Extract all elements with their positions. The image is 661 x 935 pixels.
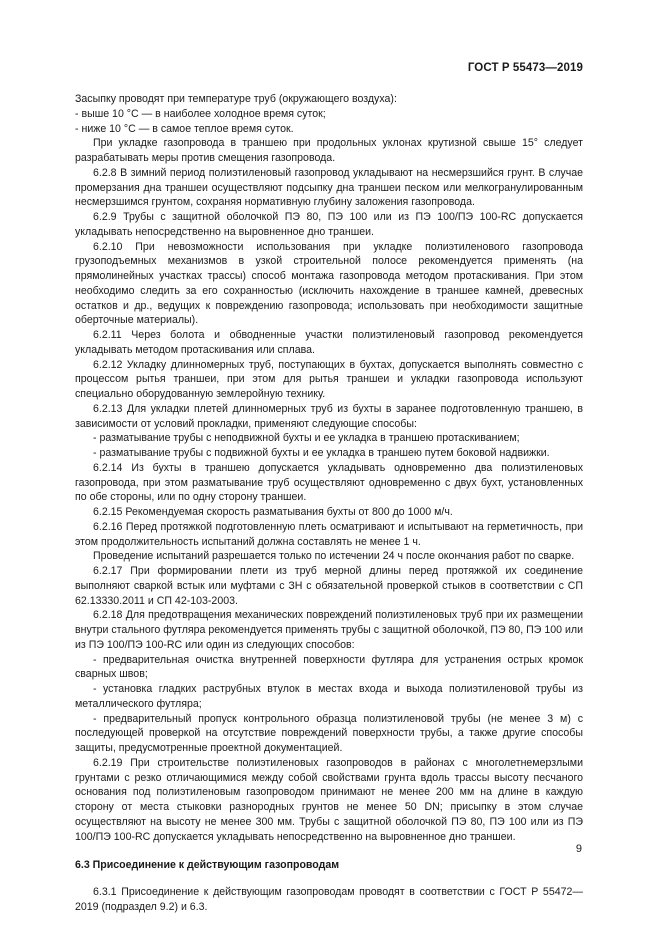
paragraph: 6.2.12 Укладку длинномерных труб, поступающих в бухтах, допускается выполнять совместно с процессом рытья траншеи, при этом для рытья траншеи и укладки газопровода используют специально оборудованную землеройную технику. <box>75 358 583 400</box>
paragraph: Засыпку проводят при температуре труб (окружающего воздуха): <box>75 93 397 105</box>
paragraph-list <box>75 92 583 844</box>
paragraph: 6.2.16 Перед протяжкой подготовленную плеть осматривают и испытывают на герметичность, при этом продолжительность испытаний должна составлять не менее 1 ч. <box>75 520 583 548</box>
paragraph: При укладке газопровода в траншею при продольных уклонах крутизной свыше 15° следует разрабатывать меры против смещения газопровода. <box>75 137 583 164</box>
paragraph: - разматывание трубы с подвижной бухты и ее укладка в траншею путем боковой надвижки. <box>93 447 550 459</box>
document-header: ГОСТ Р 55473—2019 <box>467 62 583 74</box>
paragraph: 6.2.10 При невозможности использования при укладке полиэтиленового газопровода грузоподъемных механизмов в узкой строительной полосе рекомендуется применять (на прямолинейных участках трассы) способ монтажа газопровода методом протаскивания. При этом необходимо следить за его сохранностью (исключить нахождение в траншее камней, древесных остатков и др., ведущих к повреждению газопровода; использовать при необходимости защитные оберточные материалы). <box>75 240 583 327</box>
document-body <box>75 92 583 915</box>
paragraph: - установка гладких раструбных втулок в местах входа и выхода полиэтиленовой трубы из металлического футляра; <box>75 683 583 710</box>
paragraph: - ниже 10 °С — в самое теплое время суток. <box>75 122 294 135</box>
paragraph: 6.2.17 При формировании плети из труб мерной длины перед протяжкой их соединение выполняют сваркой встык или муфтами с ЗН с обязательной проверкой стыков в соответствии с СП 62.13330.2011 и СП 42-103-2003. <box>75 565 583 607</box>
paragraph: 6.2.19 При строительстве полиэтиленовых газопроводов в районах с многолетнемерзлыми грунтами с резко отличающимися между собой свойствами грунта вдоль трассы высоту песчаного основания под полиэтиленовым газопроводом принимают не менее 200 мм на длине в каждую сторону от места стыковки разнородных грунтов не менее 50 DN; присыпку в этом случае осуществляют на высоту не менее 300 мм. Трубы с защитной оболочкой ПЭ 80, ПЭ 100 или из ПЭ 100/ПЭ 100-RC допускается укладывать непосредственно на выровненное дно траншеи. <box>75 756 583 843</box>
section-paragraph-list <box>75 885 583 915</box>
paragraph: 6.2.18 Для предотвращения механических повреждений полиэтиленовых труб при их размещении внутри стального футляра рекомендуется применять трубы с защитной оболочкой, ПЭ 80, ПЭ 100 или из ПЭ 100/ПЭ 100-RC или один из следующих способов: <box>75 609 583 651</box>
paragraph: 6.2.14 Из бухты в траншею допускается укладывать одновременно два полиэтиленовых газопровода, при этом разматывание труб осуществляют одновременно с двух бухт, установленных по обе стороны, или по одну сторону траншеи. <box>75 461 583 504</box>
paragraph: - разматывание трубы с неподвижной бухты и ее укладка в траншею протаскиванием; <box>93 432 520 445</box>
paragraph: - предварительный пропуск контрольного образца полиэтиленовой трубы (не менее 3 м) с последующей проверкой на отсутствие повреждений поверхности трубы, а также другие способы защиты, предусмотренные проектной документацией. <box>75 712 583 754</box>
paragraph: 6.2.13 Для укладки плетей длинномерных труб из бухты в заранее подготовленную траншею, в зависимости от условий прокладки, применяют следующие способы: <box>75 402 583 430</box>
paragraph: 6.2.8 В зимний период полиэтиленовый газопровод укладывают на несмерзшийся грунт. В случае промерзания дна траншеи осуществляют подсыпку дна траншеи песком или мелкогранулированным несмерзшимся грунтом, сохраняя нормативную глубину заложения газопровода. <box>75 166 583 209</box>
paragraph: Проведение испытаний разрешается только по истечении 24 ч после окончания работ по сварке. <box>93 550 575 563</box>
paragraph: 6.3.1 Присоединение к действующим газопроводам проводят в соответствии с ГОСТ Р 55472—2019 (подраздел 9.2) и 6.3. <box>75 886 583 913</box>
paragraph: 6.2.15 Рекомендуемая скорость разматывания бухты от 800 до 1000 м/ч. <box>93 506 453 518</box>
paragraph: 6.2.11 Через болота и обводненные участки полиэтиленовый газопровод рекомендуется укладывать методом протаскивания или сплава. <box>75 329 583 356</box>
page-number: 9 <box>575 843 582 855</box>
paragraph: 6.2.9 Трубы с защитной оболочкой ПЭ 80, ПЭ 100 или из ПЭ 100/ПЭ 100-RC допускается укладывать непосредственно на выровненное дно траншеи. <box>75 211 583 238</box>
paragraph: - выше 10 °С — в наиболее холодное время суток; <box>75 107 326 120</box>
section-title: 6.3 Присоединение к действующим газопроводам <box>75 859 340 872</box>
paragraph: - предварительная очистка внутренней поверхности футляра для устранения острых кромок сварных швов; <box>75 653 583 681</box>
